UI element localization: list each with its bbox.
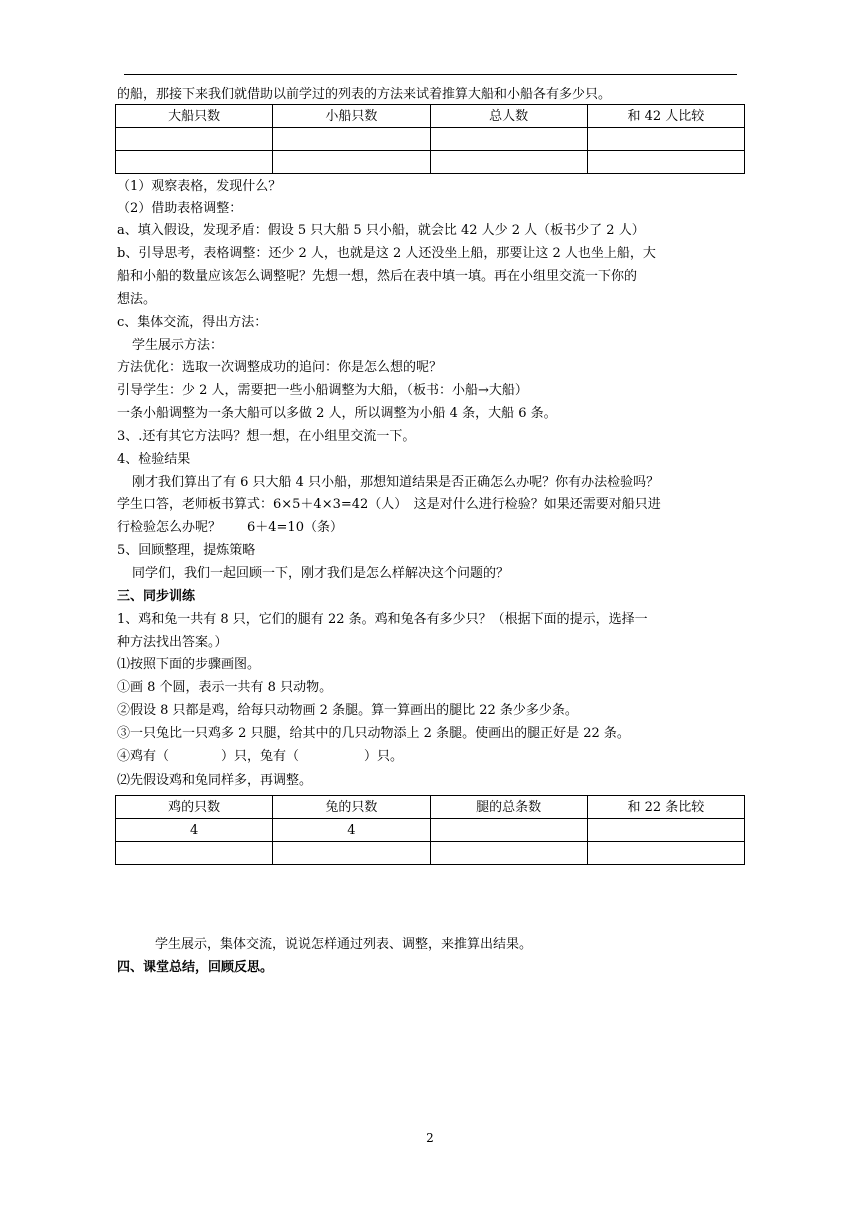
table-cell[interactable] <box>587 128 744 151</box>
table-cell[interactable] <box>587 842 744 865</box>
table-cell[interactable] <box>273 128 430 151</box>
table-cell[interactable] <box>116 128 273 151</box>
draw-step-3: ③一只兔比一只鸡多 2 只腿，给其中的几只动物添上 2 条腿。使画出的腿正好是 22 条。 <box>117 726 630 741</box>
table-header-cell: 大船只数 <box>116 105 273 128</box>
draw-step-4: ④鸡有（ ）只，兔有（ ）只。 <box>117 749 404 764</box>
section-heading-practice: 三、同步训练 <box>117 589 196 604</box>
table-header-cell: 和 42 人比较 <box>587 105 744 128</box>
student-method: 学生展示方法： <box>132 338 224 353</box>
table-cell[interactable] <box>587 151 744 174</box>
step-a: a、填入假设，发现矛盾：假设 5 只大船 5 只小船，就会比 42 人少 2 人（板书少了 2 人） <box>117 223 645 238</box>
review-heading: 5、回顾整理，提炼策略 <box>117 543 256 558</box>
other-methods: 3、.还有其它方法吗？想一想，在小组里交流一下。 <box>117 429 416 444</box>
boat-table <box>115 104 745 174</box>
table-row <box>116 151 745 174</box>
chicken-rabbit-table <box>115 795 745 865</box>
exercise-question: 1、鸡和兔一共有 8 只，它们的腿有 22 条。鸡和兔各有多少只？（根据下面的提示，选择一 <box>117 612 648 627</box>
table-header-cell: 腿的总条数 <box>430 796 587 819</box>
question-observe: （1）观察表格，发现什么？ <box>117 179 282 194</box>
step-c: c、集体交流，得出方法： <box>117 315 268 330</box>
table-header-cell: 和 22 条比较 <box>587 796 744 819</box>
verify-heading: 4、检验结果 <box>117 452 191 467</box>
intro-line: 的船，那接下来我们就借助以前学过的列表的方法来试着推算大船和小船各有多少只。 <box>117 87 612 102</box>
table-header-cell: 总人数 <box>430 105 587 128</box>
table-cell[interactable] <box>273 151 430 174</box>
step-b: b、引导思考，表格调整：还少 2 人，也就是这 2 人还没坐上船，那要让这 2 人也坐上船，大 <box>117 246 656 261</box>
draw-step-1: ①画 8 个圆，表示一共有 8 只动物。 <box>117 680 333 695</box>
table-header-cell: 鸡的只数 <box>116 796 273 819</box>
table-cell[interactable]: 4 <box>273 819 430 842</box>
question-adjust: （2）借助表格调整： <box>117 201 243 216</box>
table-cell[interactable] <box>430 819 587 842</box>
table-cell[interactable] <box>430 842 587 865</box>
table-row <box>116 128 745 151</box>
table-cell[interactable]: 4 <box>116 819 273 842</box>
section-heading-summary: 四、课堂总结，回顾反思。 <box>117 960 274 975</box>
verify-formula-cont: 行检验怎么办呢？ 6＋4=10（条） <box>117 520 343 535</box>
assume-equal-heading: ⑵先假设鸡和兔同样多，再调整。 <box>117 773 313 788</box>
draw-steps-heading: ⑴按照下面的步骤画图。 <box>117 657 261 672</box>
method-optimize: 方法优化：选取一次调整成功的追问：你是怎么想的呢？ <box>117 360 443 375</box>
exercise-question-cont: 种方法找出答案。） <box>117 635 228 650</box>
step-b-cont: 船和小船的数量应该怎么调整呢？先想一想，然后在表中填一填。再在小组里交流一下你的 <box>117 269 638 284</box>
verify-text: 刚才我们算出了有 6 只大船 4 只小船，那想知道结果是否正确怎么办呢？你有办法检验吗？ <box>132 475 660 490</box>
review-text: 同学们，我们一起回顾一下，刚才我们是怎么样解决这个问题的？ <box>132 566 510 581</box>
table-header-row <box>116 796 745 819</box>
table-header-cell: 小船只数 <box>273 105 430 128</box>
table-cell[interactable] <box>273 842 430 865</box>
table-cell[interactable] <box>430 151 587 174</box>
table-cell[interactable] <box>430 128 587 151</box>
page-number: 2 <box>426 1131 434 1145</box>
table-header-cell: 兔的只数 <box>273 796 430 819</box>
draw-step-2: ②假设 8 只都是鸡，给每只动物画 2 条腿。算一算画出的腿比 22 条少多少条。 <box>117 703 578 718</box>
table-cell[interactable] <box>587 819 744 842</box>
table-cell[interactable] <box>116 842 273 865</box>
guide-students: 引导学生：少 2 人，需要把一些小船调整为大船，（板书：小船→大船） <box>117 383 528 398</box>
verify-formula: 学生口答，老师板书算式：6×5＋4×3=42（人） 这是对什么进行检验？如果还需要对船只进 <box>117 497 661 512</box>
header-rule <box>124 74 737 75</box>
student-presentation: 学生展示，集体交流，说说怎样通过列表、调整，来推算出结果。 <box>155 937 533 952</box>
step-b-cont: 想法。 <box>117 292 157 307</box>
table-cell[interactable] <box>116 151 273 174</box>
adjust-explanation: 一条小船调整为一条大船可以多做 2 人，所以调整为小船 4 条，大船 6 条。 <box>117 406 557 421</box>
table-row <box>116 819 745 842</box>
table-row <box>116 842 745 865</box>
table-header-row <box>116 105 745 128</box>
